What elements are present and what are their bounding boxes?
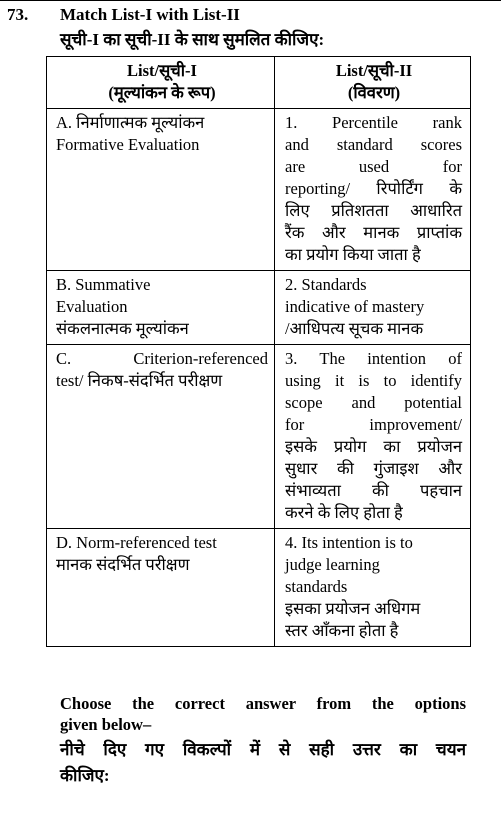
list2-header-title: List/सूची-II [335, 61, 413, 80]
table-row [47, 109, 471, 271]
item-3-line: संभाव्यता की पहचान [285, 481, 462, 500]
list2-item-1 [275, 109, 471, 271]
item-1-line: are used for [285, 157, 462, 176]
list1-item-b [47, 271, 275, 345]
list1-header-subtitle: (मूल्यांकन के रूप) [108, 83, 216, 102]
item-3-line: करने के लिए होता है [285, 503, 403, 522]
item-b-line: B. Summative [56, 275, 151, 294]
instruction-hi-line: नीचे दिए गए विकल्पों में से सही उत्तर का चयन [60, 740, 466, 759]
item-4-line: standards [285, 577, 348, 596]
item-a-label-en: Formative Evaluation [56, 135, 200, 154]
instruction-en-line: given below– [60, 715, 152, 734]
item-1-line: लिए प्रतिशतता आधारित [285, 201, 462, 220]
item-4-line: 4. Its intention is to [285, 533, 413, 552]
item-3-line: using it is to identify [285, 371, 462, 390]
item-2-line: indicative of mastery [285, 297, 425, 316]
list1-header-title: List/सूची-I [127, 61, 197, 80]
item-3-line: इसके प्रयोग का प्रयोजन [285, 437, 462, 456]
list2-item-2 [275, 271, 471, 345]
item-4-line: स्तर आँकना होता है [285, 621, 399, 640]
instruction-en [60, 693, 466, 735]
list1-item-d [47, 529, 275, 647]
instruction-hi [60, 737, 466, 789]
table-row [47, 529, 471, 647]
item-1-line: and standard scores [285, 135, 462, 154]
instruction-hi-line: कीजिए: [60, 766, 110, 785]
table-header-row [47, 57, 471, 109]
table-row [47, 271, 471, 345]
item-3-line: scope and potential [285, 393, 462, 412]
list2-header [275, 57, 471, 109]
item-1-line: रैंक और मानक प्राप्तांक [285, 223, 462, 242]
question-title-hi: सूची-I का सूची-II के साथ सुमलित कीजिए: [60, 30, 325, 49]
list1-item-c [47, 345, 275, 529]
item-b-line: संकलनात्मक मूल्यांकन [56, 319, 189, 338]
item-2-line: 2. Standards [285, 275, 367, 294]
item-3-line: सुधार की गुंजाइश और [285, 459, 462, 478]
item-b-line: Evaluation [56, 297, 128, 316]
item-a-label-hi: A. निर्माणात्मक मूल्यांकन [56, 113, 205, 132]
list1-header [47, 57, 275, 109]
item-1-line: 1. Percentile rank [285, 113, 462, 132]
item-d-line: D. Norm-referenced test [56, 533, 217, 552]
match-table [46, 56, 471, 647]
item-4-line: judge learning [285, 555, 380, 574]
table-row [47, 345, 471, 529]
item-c-line: C. Criterion-referenced [56, 349, 268, 368]
question-title-en: Match List-I with List-II [60, 5, 240, 24]
item-3-line: for improvement/ [285, 415, 462, 434]
list2-item-4 [275, 529, 471, 647]
item-c-line: test/ निकष-संदर्भित परीक्षण [56, 371, 223, 390]
item-2-line: /आधिपत्य सूचक मानक [285, 319, 424, 338]
list2-header-subtitle: (विवरण) [347, 83, 401, 102]
item-4-line: इसका प्रयोजन अधिगम [285, 599, 421, 618]
list1-item-a [47, 109, 275, 271]
item-3-line: 3. The intention of [285, 349, 462, 368]
instruction-en-line: Choose the correct answer from the options [60, 694, 466, 713]
top-rule [0, 0, 501, 1]
question-number: 73. [7, 5, 29, 24]
item-d-line: मानक संदर्भित परीक्षण [56, 555, 190, 574]
list2-item-3 [275, 345, 471, 529]
item-1-line: का प्रयोग किया जाता है [285, 245, 421, 264]
item-1-line: reporting/ रिपोर्टिंग के [285, 179, 462, 198]
